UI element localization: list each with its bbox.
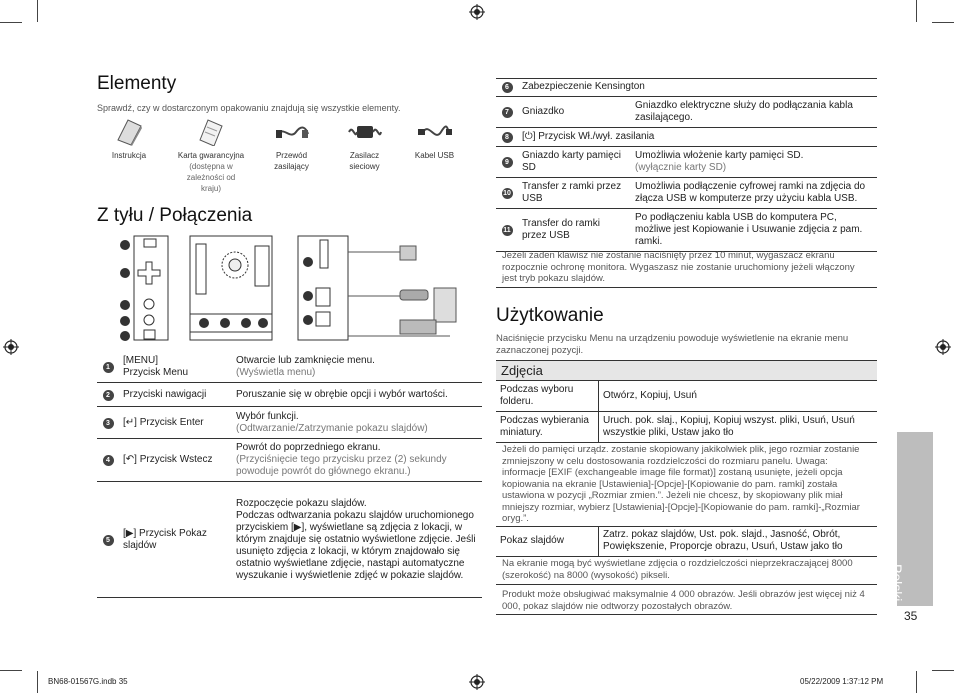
zdjecia-section-header: Zdjęcia [496, 360, 877, 381]
component-description [631, 178, 877, 209]
accessory-label: Karta gwarancyjna [177, 151, 245, 160]
number-badge: 1 [103, 362, 114, 373]
accessory-label: Zasilacz sieciowy [349, 151, 380, 171]
exif-note: Jeżeli do pamięci urządz. zostanie skopiowany jakikolwiek plik, jego rozmiar zostanie zmniejszony w celu dostosowania rozdzielczości do rozmiaru panelu. Uwaga: informacje [EXIF (exchangeable image file format)] zostaną usunięte, jeżeli opcja kopiowania na ekranie [Ustawienia]-[Opcje]-[Kopiowanie do pam. ramki] została ustawiona w pozycji „Rozmiar zmien.”. Jeżeli nie chcesz, by skopiowany plik miał mniejszy rozmiar, wybierz [Ustawienia]-[Opcje]-[Kopiowanie do pam. ramki]-„Rozmiar oryg.”. [502, 444, 860, 524]
component-description [631, 209, 877, 252]
description-text: Gniazdko elektryczne służy do podłączania kabla zasilającego. [635, 100, 853, 123]
component-description [631, 147, 877, 178]
component-name: [MENU] Przycisk Menu [119, 352, 232, 383]
component-row [496, 97, 877, 128]
component-name: [↵] Przycisk Enter [119, 407, 232, 439]
component-name: [⏻] Przycisk Wł./wył. zasilania [518, 128, 877, 147]
number-badge: 11 [503, 227, 511, 234]
component-row [97, 482, 482, 598]
accessory-label: Przewód zasilający [274, 151, 309, 171]
description-text: Umożliwia włożenie karty pamięci SD. [635, 150, 804, 161]
power-cord-icon [274, 118, 310, 146]
divider [496, 584, 877, 585]
description-text: Rozpoczęcie pokazu slajdów. Podczas odtwarzania pokazu slajdów uruchomionego przyciskiem [▶], wyświetlane są zdjęcia z lokacji, w którym znajduje się ostatnio wyświetlone zdjęcie. Jeśli usunięto zdjęcia z lokacji, w którym znajdowało się ostatnio wyświetlane zdjęcie, nastąpi automatyczne wyszukanie i wyświetlenie zdjęć w pokazie slajdów. [236, 497, 476, 581]
power-adapter-icon [347, 118, 383, 146]
description-text: Otwarcie lub zamknięcie menu. [236, 355, 375, 366]
component-row [97, 407, 482, 439]
number-badge: 9 [502, 157, 513, 168]
component-row [496, 178, 877, 209]
back-panel-diagram [110, 232, 470, 347]
number-badge: 3 [103, 418, 114, 429]
registration-mark-icon [469, 674, 485, 690]
footer-file: BN68-01567G.indb 35 [48, 677, 128, 686]
description-note: (Przyciśnięcie tego przycisku przez (2) sekundy powoduje powrót do głównego ekranu.) [236, 454, 447, 477]
resolution-note: Na ekranie mogą być wyświetlane zdjęcia o rozdzielczości nieprzekraczającej 8000 (szerokość) na 8000 (wysokość) pikseli. [502, 558, 853, 581]
component-description [232, 482, 482, 598]
description-note: (wyłącznie karty SD) [635, 162, 727, 173]
footer-timestamp: 05/22/2009 1:37:12 PM [800, 677, 884, 686]
number-badge: 2 [103, 390, 114, 401]
component-number [496, 147, 518, 178]
options-cell: Otwórz, Kopiuj, Usuń [599, 381, 878, 412]
component-number [97, 439, 119, 482]
component-description [232, 407, 482, 439]
description-note: (Odtwarzanie/Zatrzymanie pokazu slajdów) [236, 422, 428, 434]
component-name: Przyciski nawigacji [119, 383, 232, 407]
crop-mark [932, 670, 954, 671]
accessory-warranty [166, 118, 256, 194]
uzytkowanie-title: Użytkowanie [496, 305, 604, 326]
component-name: Gniazdo karty pamięci SD [518, 147, 631, 178]
component-number [97, 482, 119, 598]
component-name: [↶] Przycisk Wstecz [119, 439, 232, 482]
number-badge: 4 [103, 455, 114, 466]
description-note: (Wyświetla menu) [236, 367, 316, 378]
component-row [97, 383, 482, 407]
component-number [496, 178, 518, 209]
component-description [631, 97, 877, 128]
component-name: Zabezpieczenie Kensington [518, 78, 877, 97]
component-row [97, 352, 482, 383]
registration-mark-icon [3, 339, 19, 355]
crop-mark [916, 0, 917, 22]
description-text: Powrót do poprzedniego ekranu. [236, 442, 381, 453]
right-components-table [496, 78, 877, 252]
component-name: [▶] Przycisk Pokaz slajdów [119, 482, 232, 598]
divider [496, 287, 877, 288]
component-number [496, 78, 518, 97]
uzytkowanie-description: Naciśnięcie przycisku Menu na urządzeniu powoduje wyświetlenie na ekranie menu zaznaczonej pozycji. [496, 333, 849, 356]
crop-mark [37, 0, 38, 22]
elementy-title: Elementy [97, 73, 177, 94]
component-number [496, 209, 518, 252]
component-number [97, 407, 119, 439]
options-cell: Uruch. pok. slaj., Kopiuj, Kopiuj wszyst. pliki, Usuń, Usuń wszystkie pliki, Ustaw jako tło [599, 412, 878, 443]
component-row [496, 78, 877, 97]
crop-mark [0, 670, 22, 671]
component-row [496, 209, 877, 252]
divider [496, 614, 877, 615]
registration-mark-icon [469, 4, 485, 20]
crop-mark [932, 22, 954, 23]
description-text: Po podłączeniu kabla USB do komputera PC, możliwe jest Kopiowanie i Usuwanie zdjęcia z pam. ramki. [635, 212, 863, 247]
language-label: Polski [889, 564, 905, 602]
component-name: Transfer z ramki przez USB [518, 178, 631, 209]
accessory-label: Kabel USB [414, 151, 455, 160]
registration-mark-icon [935, 339, 951, 355]
component-number [496, 97, 518, 128]
component-description [232, 383, 482, 407]
number-badge: 6 [502, 82, 513, 93]
component-number [496, 128, 518, 147]
crop-mark [916, 671, 917, 693]
accessory-adapter [337, 118, 392, 172]
component-description [232, 439, 482, 482]
accessory-power-cord [264, 118, 319, 172]
number-badge: 7 [502, 107, 513, 118]
pokaz-table [496, 526, 877, 557]
component-row [97, 439, 482, 482]
page-number: 35 [904, 609, 918, 623]
accessory-sublabel: (dostępna w zależności od kraju) [186, 162, 236, 193]
manual-icon [114, 118, 144, 146]
image-limit-note: Produkt może obsługiwać maksymalnie 4 000 obrazów. Jeśli obrazów jest więcej niż 4 000, pokaz slajdów nie odtworzy pozostałych obrazów. [502, 589, 865, 612]
back-connections-title: Z tyłu / Połączenia [97, 205, 253, 226]
description-text: Umożliwia podłączenie cyfrowej ramki na zdjęcia do złącza USB w komputerze przy użyciu kabla USB. [635, 181, 866, 204]
number-badge: 5 [103, 535, 114, 546]
context-cell: Podczas wyboru folderu. [496, 381, 599, 412]
elementy-description: Sprawdź, czy w dostarczonym opakowaniu znajdują się wszystkie elementy. [97, 103, 401, 113]
screensaver-note: Jeżeli żaden klawisz nie zostanie naciśnięty przez 10 minut, wygaszacz ekranu rozpocznie ochronę monitora. Wygaszasz nie zostanie uruchomiony jeżeli włączony jest tryb pokazu slajdów. [502, 250, 855, 284]
description-text: Wybór funkcji. [236, 410, 299, 422]
component-name: Gniazdko [518, 97, 631, 128]
component-description [232, 352, 482, 383]
component-row [496, 147, 877, 178]
warranty-card-icon [196, 118, 226, 146]
usb-cable-icon [417, 118, 453, 146]
crop-mark [37, 671, 38, 693]
component-row [496, 128, 877, 147]
number-badge: 10 [503, 190, 511, 197]
left-components-table [97, 352, 482, 598]
options-cell: Zatrz. pokaz slajdów, Ust. pok. slajd., Jasność, Obrót, Powiększenie, Proporcje obrazu, Usuń, Ustaw jako tło [599, 526, 878, 557]
context-cell: Pokaz slajdów [496, 526, 599, 557]
description-text: Poruszanie się w obrębie opcji i wybór wartości. [236, 388, 448, 400]
accessory-manual [104, 118, 154, 161]
accessory-usb-cable [407, 118, 462, 161]
component-name: Transfer do ramki przez USB [518, 209, 631, 252]
crop-mark [0, 22, 22, 23]
component-number [97, 383, 119, 407]
zdjecia-table [496, 381, 877, 443]
language-side-tab [889, 432, 933, 606]
accessory-label: Instrukcja [111, 151, 147, 160]
number-badge: 8 [502, 132, 513, 143]
context-cell: Podczas wybierania miniatury. [496, 412, 599, 443]
component-number [97, 352, 119, 383]
